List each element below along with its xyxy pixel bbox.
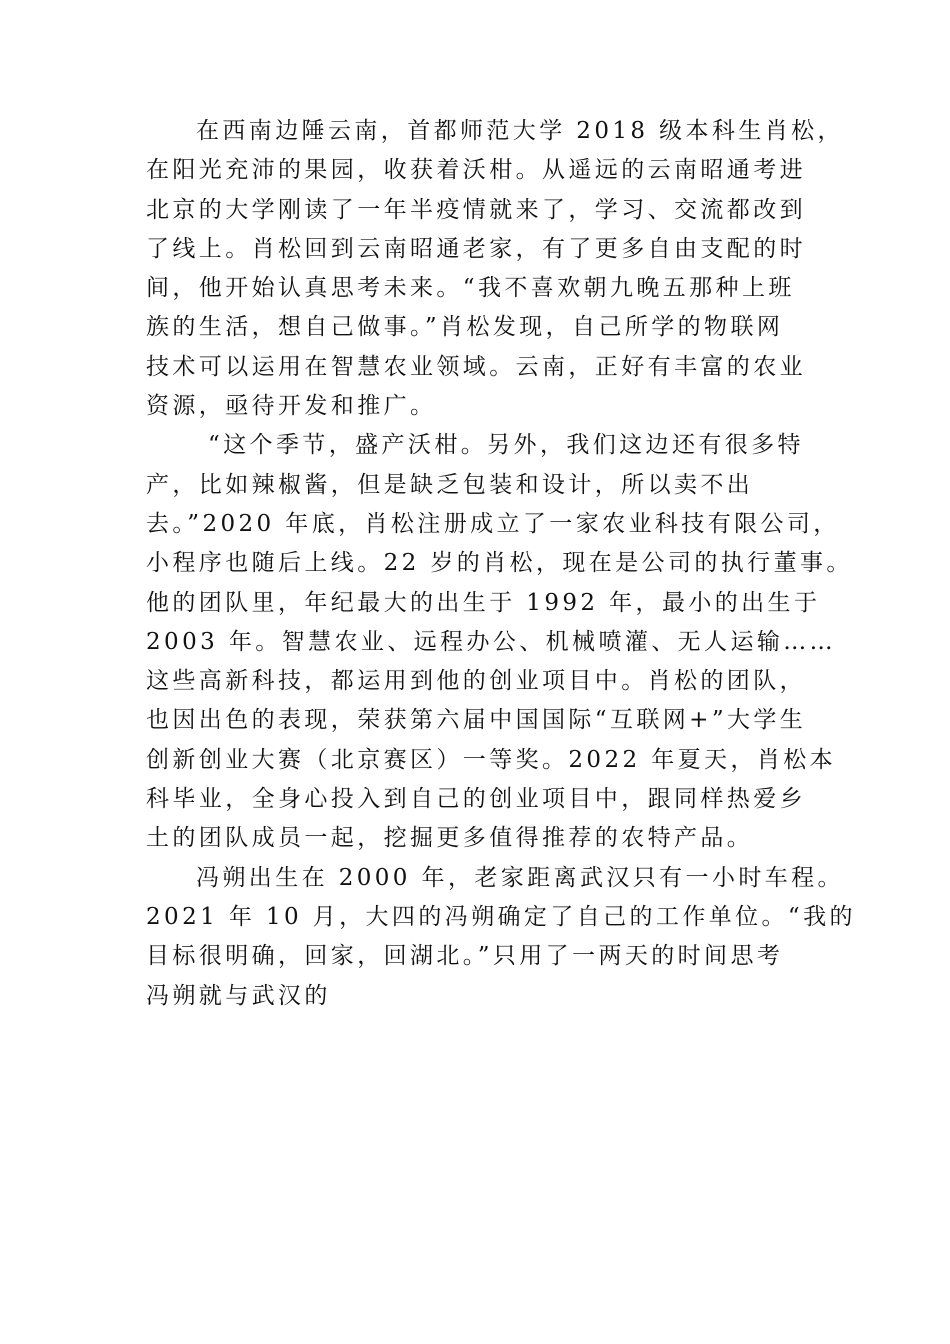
text-line: 也因出色的表现，荣获第六届中国国际“互联网+”大学生 (146, 707, 807, 734)
text-line: 去。”2020 年底，肖松注册成立了一家农业科技有限公司， (146, 510, 840, 537)
text-line: 了线上。肖松回到云南昭通老家，有了更多自由支配的时 (146, 235, 806, 262)
text-line: 2021 年 10 月，大四的冯朔确定了自己的工作单位。“我的 (146, 903, 856, 930)
article-body (146, 112, 856, 1016)
text-line: 北京的大学刚读了一年半疫情就来了，学习、交流都改到 (146, 196, 806, 223)
paragraph-xiao-song-company (146, 426, 853, 858)
text-line: 这些高新科技，都运用到他的创业项目中。肖松的团队， (146, 668, 806, 695)
text-line: 科毕业，全身心投入到自己的创业项目中，跟同样热爱乡 (146, 786, 806, 813)
text-line: 产，比如辣椒酱，但是缺乏包装和设计，所以卖不出 (146, 471, 754, 498)
text-line: 间，他开始认真思考未来。“我不喜欢朝九晚五那种上班 (146, 275, 795, 302)
text-line: 2003 年。智慧农业、远程办公、机械喷灌、无人运输…… (146, 628, 837, 655)
text-line: 他的团队里，年纪最大的出生于 1992 年，最小的出生于 (146, 589, 821, 616)
text-line: 在西南边陲云南，首都师范大学 2018 级本科生肖松， (196, 118, 844, 144)
text-line: 技术可以运用在智慧农业领域。云南，正好有丰富的农业 (146, 353, 806, 380)
text-line: 在阳光充沛的果园，收获着沃柑。从遥远的云南昭通考进 (146, 157, 806, 184)
text-line: 冯朔出生在 2000 年，老家距离武汉只有一小时车程。 (196, 864, 844, 891)
text-line: 族的生活，想自己做事。”肖松发现，自己所学的物联网 (146, 314, 784, 341)
text-line: 冯朔就与武汉的 (146, 982, 331, 1009)
text-line: 创新创业大赛（北京赛区）一等奖。2022 年夏天，肖松本 (146, 746, 837, 773)
paragraph-xiao-song-intro (146, 112, 844, 426)
text-line: 资源，亟待开发和推广。 (146, 393, 437, 420)
text-line: “这个季节，盛产沃柑。另外，我们这边还有很多特 (208, 432, 804, 459)
paragraph-feng-shuo (146, 859, 856, 1016)
text-line: 小程序也随后上线。22 岁的肖松，现在是公司的执行董事。 (146, 550, 853, 577)
text-line: 目标很明确，回家，回湖北。”只用了一两天的时间思考 (146, 943, 784, 970)
text-line: 土的团队成员一起，挖掘更多值得推荐的农特产品。 (146, 825, 754, 852)
